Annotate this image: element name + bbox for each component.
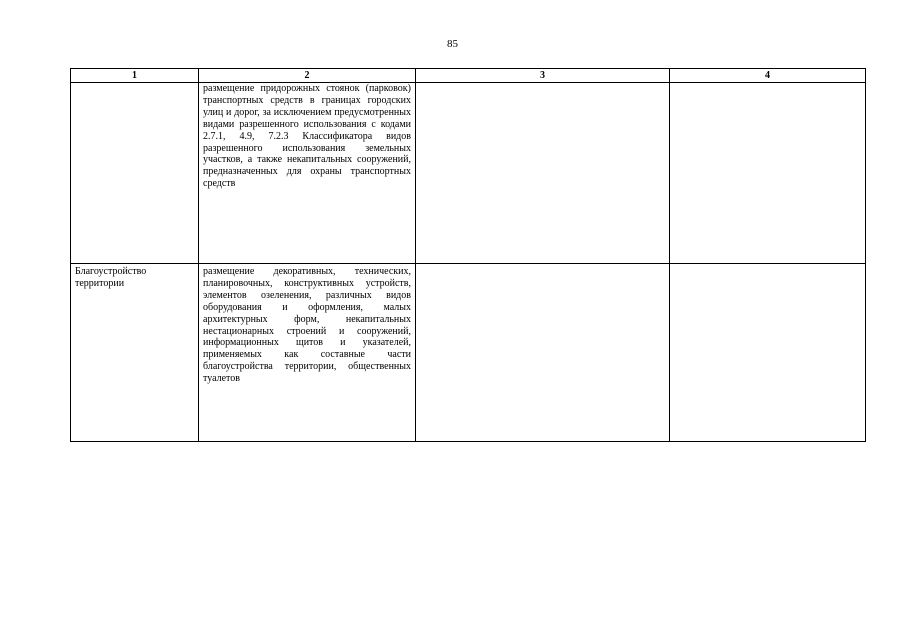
table-cell-use-name [71, 264, 199, 442]
table-cell-col4 [670, 83, 866, 264]
table-cell-use-description [199, 83, 416, 264]
column-header-3: 3 [416, 69, 670, 83]
column-header-2: 2 [199, 69, 416, 83]
cell-text: Благоустройство территории [75, 266, 147, 289]
table-row [71, 83, 866, 264]
column-header-4: 4 [670, 69, 866, 83]
table-cell-col3 [416, 264, 670, 442]
table-header-row [71, 69, 866, 83]
table-cell-use-name [71, 83, 199, 264]
table-cell-col3 [416, 83, 670, 264]
table-row [71, 264, 866, 442]
page-number: 85 [447, 38, 458, 50]
column-header-1: 1 [71, 69, 199, 83]
cell-text: размещение придорожных стоянок (парковок) транспортных средств в границах городских улиц и дорог, за исключением предусмотренных видами разрешенного использования с кодами 2.7.1, 4.9, 7.2.3 Классификатора видов разрешенного использования земельных участков, а также некапитальных сооружений, предназначенных для охраны транспортных средств [203, 83, 411, 190]
table-cell-col4 [670, 264, 866, 442]
zoning-table [70, 68, 866, 442]
table-cell-use-description [199, 264, 416, 442]
cell-text: размещение декоративных, технических, планировочных, конструктивных устройств, элементов озеленения, различных видов оборудования и оформления, малых архитектурных форм, некапитальных нестационарных строений и сооружений, информационных щитов и указателей, применяемых как составные части благоустройства территории, общественных туалетов [203, 266, 411, 385]
